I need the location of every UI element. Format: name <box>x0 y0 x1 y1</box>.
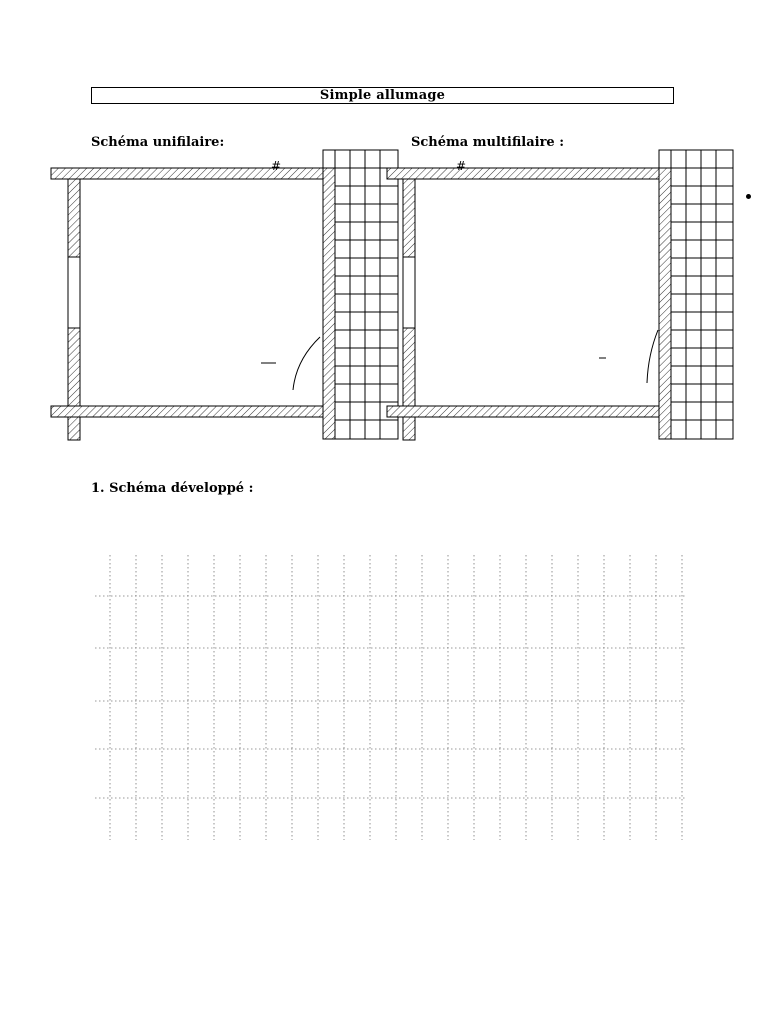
wall-left-lower <box>68 328 80 440</box>
hash-mark-left: # <box>271 159 282 173</box>
wall-bottom-left <box>51 406 323 417</box>
hash-mark-right: # <box>456 159 467 173</box>
wall-right-upper <box>403 179 415 257</box>
wall-bottom-right <box>387 406 659 417</box>
window-right <box>403 257 415 328</box>
multifilaire-heading: Schéma multifilaire : <box>411 135 565 150</box>
wall-left-upper <box>68 179 80 257</box>
developpe-heading: 1. Schéma développé : <box>91 481 254 496</box>
wall-right-right <box>659 168 671 439</box>
plan-multifilaire <box>387 150 733 440</box>
plan-unifilaire <box>51 150 398 440</box>
wall-top-right <box>387 168 659 179</box>
wall-top-left <box>51 168 323 179</box>
window-left <box>68 257 80 328</box>
wall-right-left <box>323 168 335 439</box>
door-arc-left <box>293 337 320 390</box>
wall-right-lower <box>403 328 415 440</box>
dotted-grid <box>95 555 686 840</box>
page-title: Simple allumage <box>91 87 674 104</box>
unifilaire-heading: Schéma unifilaire: <box>91 135 225 150</box>
door-arc-right <box>647 330 658 383</box>
